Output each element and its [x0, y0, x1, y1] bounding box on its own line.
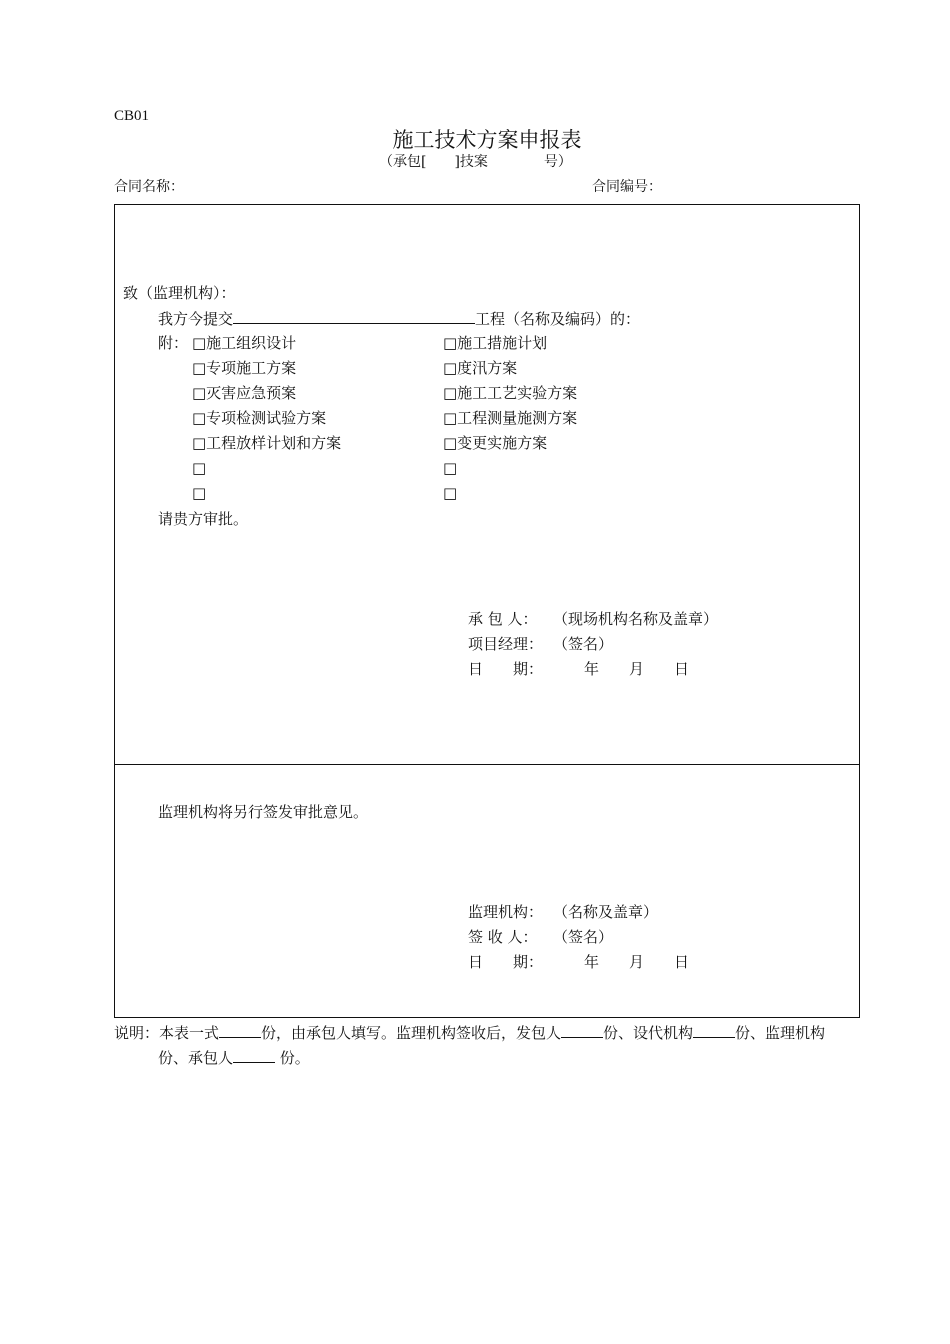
date-value-2: 年 月 日: [584, 953, 690, 971]
supervisor-note: 监理机构将另行签发审批意见。: [158, 803, 369, 821]
option-left-6[interactable]: □: [192, 459, 207, 477]
form-code: CB01: [114, 108, 150, 124]
project-manager-label: 项目经理：: [468, 635, 544, 653]
copies-design-blank[interactable]: [693, 1023, 735, 1038]
form-subtitle: （承包[ ]技案 号）: [379, 154, 572, 170]
option-left-5[interactable]: □工程放样计划和方案: [192, 434, 342, 452]
copies-employer-blank[interactable]: [561, 1023, 603, 1038]
footer-part-4: 份、监理机构: [735, 1024, 826, 1042]
copies-total-blank[interactable]: [219, 1023, 261, 1038]
footer-part-2: 份，由承包人填写。监理机构签收后，发包人: [261, 1024, 562, 1042]
submit-prefix: 我方今提交: [158, 310, 234, 328]
contract-number-label: 合同编号：: [592, 179, 662, 195]
footer-note-line-2: [158, 1048, 310, 1067]
approval-request: 请贵方审批。: [158, 510, 249, 528]
to-supervisor-label: 致（监理机构）：: [123, 284, 236, 302]
option-right-1[interactable]: □施工措施计划: [443, 334, 548, 352]
submission-line: [158, 309, 640, 328]
option-right-4[interactable]: □工程测量施测方案: [443, 409, 578, 427]
date-label-2: 日 期：: [468, 953, 544, 971]
project-name-blank[interactable]: [233, 309, 475, 324]
receiver-label: 签 收 人：: [468, 928, 538, 946]
footer-part-6: 份。: [275, 1049, 310, 1067]
supervisor-value: （名称及盖章）: [553, 903, 659, 921]
contractor-label: 承 包 人：: [468, 610, 538, 628]
section-divider: [115, 764, 859, 765]
footer-note-line-1: [114, 1023, 825, 1042]
option-right-2[interactable]: □度汛方案: [443, 359, 518, 377]
contract-name-label: 合同名称：: [114, 179, 184, 195]
date-label-1: 日 期：: [468, 660, 544, 678]
option-right-6[interactable]: □: [443, 459, 458, 477]
date-value-1: 年 月 日: [584, 660, 690, 678]
option-right-7[interactable]: □: [443, 484, 458, 502]
attachment-label: 附：: [158, 334, 189, 352]
option-right-3[interactable]: □施工工艺实验方案: [443, 384, 578, 402]
contractor-value: （现场机构名称及盖章）: [553, 610, 719, 628]
project-manager-value: （签名）: [553, 635, 614, 653]
form-title: 施工技术方案申报表: [392, 128, 582, 152]
submit-suffix: 工程（名称及编码）的：: [475, 310, 641, 328]
option-left-1[interactable]: □施工组织设计: [192, 334, 297, 352]
footer-part-1: 说明：本表一式: [114, 1024, 220, 1042]
footer-part-5: 份、承包人: [158, 1049, 234, 1067]
receiver-value: （签名）: [553, 928, 614, 946]
copies-contractor-blank[interactable]: [233, 1048, 275, 1063]
supervisor-label: 监理机构：: [468, 903, 544, 921]
option-left-2[interactable]: □专项施工方案: [192, 359, 297, 377]
option-left-7[interactable]: □: [192, 484, 207, 502]
option-right-5[interactable]: □变更实施方案: [443, 434, 548, 452]
option-left-3[interactable]: □灭害应急预案: [192, 384, 297, 402]
option-left-4[interactable]: □专项检测试验方案: [192, 409, 327, 427]
footer-part-3: 份、设代机构: [603, 1024, 694, 1042]
form-table: [114, 204, 860, 1018]
